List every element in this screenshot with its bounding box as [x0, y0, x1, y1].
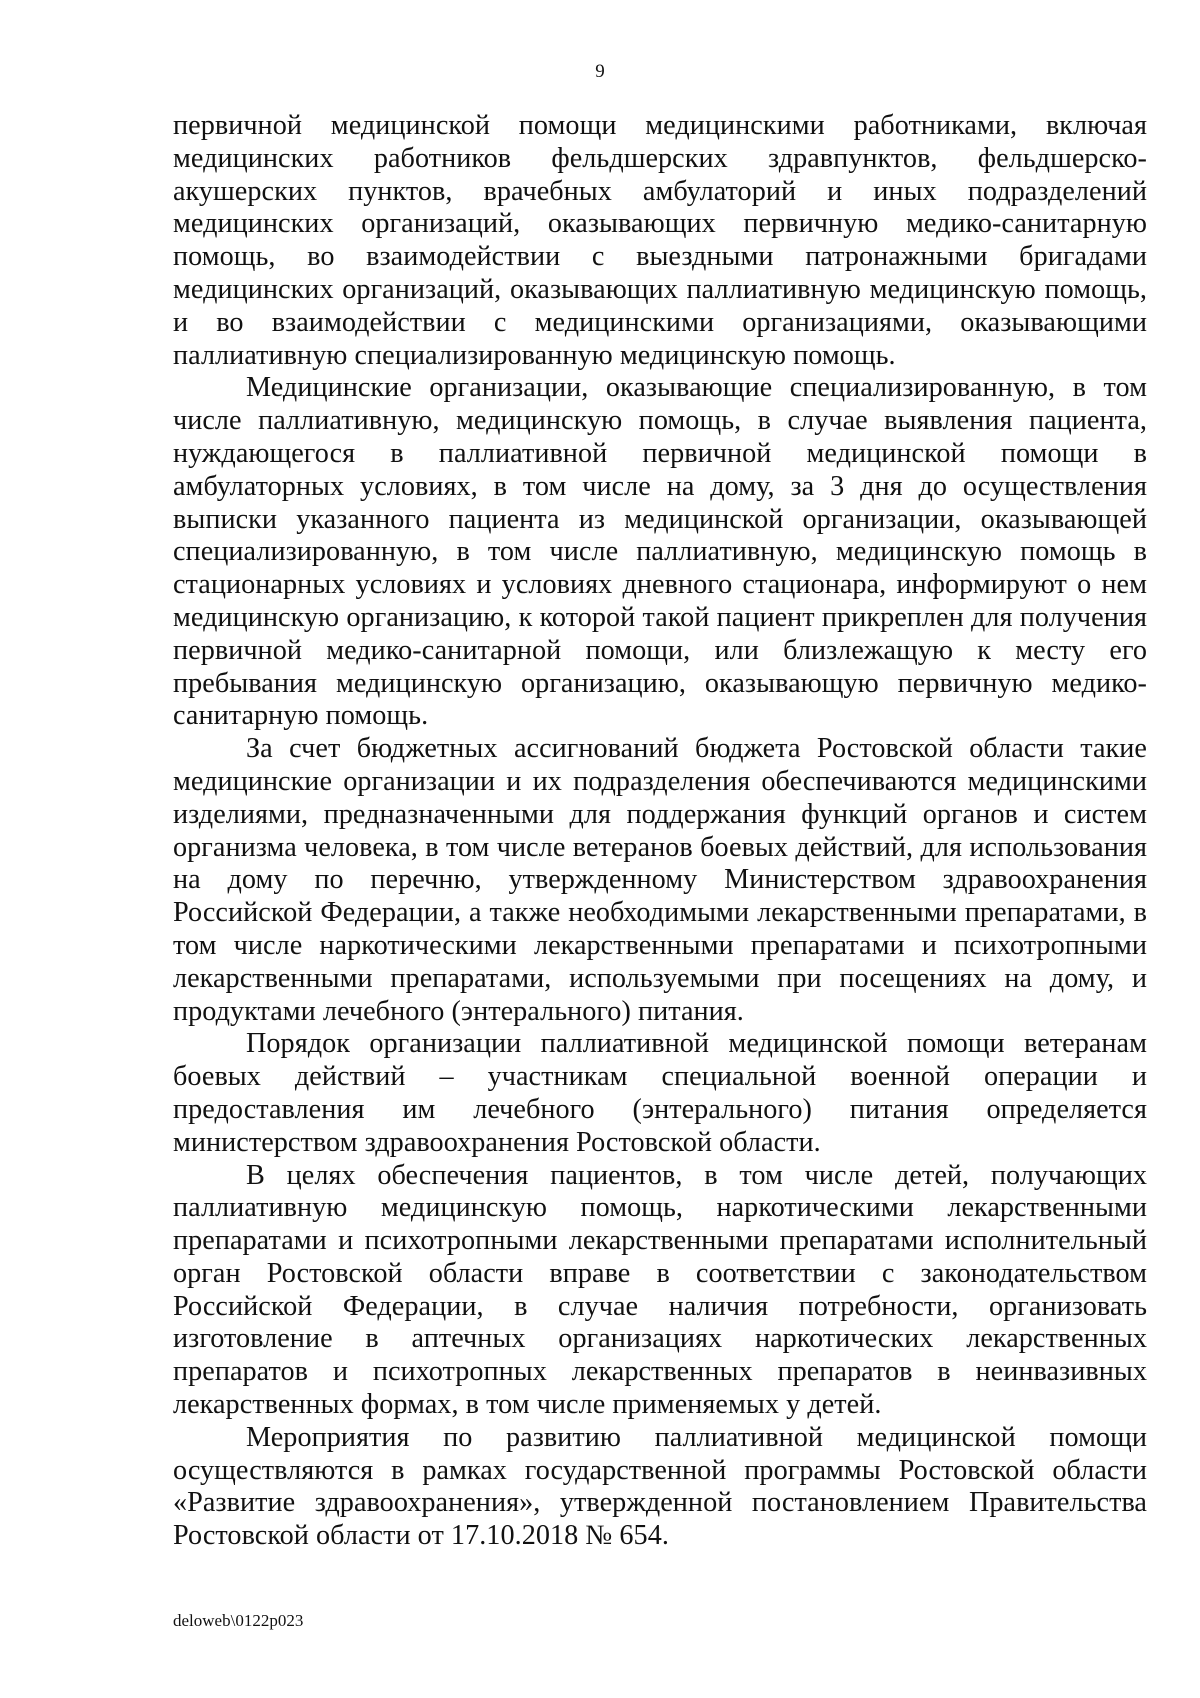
paragraph-specialized-organizations: Медицинские организации, оказывающие специализированную, в том числе паллиативную, медицинскую помощь, в случае выявления пациента, нуждающегося в паллиативной первичной медицинской помощи в амбулаторных условиях, в том числе на дому, за 3 дня до осуществления выписки указанного пациента из медицинской организации, оказывающей специализированную, в том числе паллиативную, медицинскую помощь в стационарных условиях и условиях дневного стационара, информируют о нем медицинскую организацию, к которой такой пациент прикреплен для получения первичной медико-санитарной помощи, или близлежащую к месту его пребывания медицинскую организацию, оказывающую первичную медико-санитарную помощь. — [173, 372, 1147, 732]
paragraph-narcotic-drugs: В целях обеспечения пациентов, в том числе детей, получающих паллиативную медицинскую помощь, наркотическими лекарственными препаратами и психотропными лекарственными препаратами исполнительный орган Ростовской области вправе в соответствии с законодательством Российской Федерации, в случае наличия потребности, организовать изготовление в аптечных организациях наркотических лекарственных препаратов и психотропных лекарственных препаратов в неинвазивных лекарственных формах, в том числе применяемых у детей. — [173, 1159, 1147, 1421]
page-number: 9 — [595, 61, 605, 82]
document-body — [173, 110, 1147, 1553]
paragraph-continuation: первичной медицинской помощи медицинскими работниками, включая медицинских работников фельдшерских здравпунктов, фельдшерско-акушерских пунктов, врачебных амбулаторий и иных подразделений медицинских организаций, оказывающих первичную медико-санитарную помощь, во взаимодействии с выездными патронажными бригадами медицинских организаций, оказывающих паллиативную медицинскую помощь, и во взаимодействии с медицинскими организациями, оказывающими паллиативную специализированную медицинскую помощь. — [173, 110, 1147, 371]
document-footer-code: deloweb\0122p023 — [173, 1611, 304, 1630]
paragraph-veterans-procedure: Порядок организации паллиативной медицинской помощи ветеранам боевых действий – участникам специальной военной операции и предоставления им лечебного (энтерального) питания определяется министерством здравоохранения Ростовской области. — [173, 1028, 1147, 1158]
paragraph-budget-funding: За счет бюджетных ассигнований бюджета Ростовской области такие медицинские организации и их подразделения обеспечиваются медицинскими изделиями, предназначенными для поддержания функций органов и систем организма человека, в том числе ветеранов боевых действий, для использования на дому по перечню, утвержденному Министерством здравоохранения Российской Федерации, а также необходимыми лекарственными препаратами, в том числе наркотическими лекарственными препаратами и психотропными лекарственными препаратами, используемыми при посещениях на дому, и продуктами лечебного (энтерального) питания. — [173, 733, 1147, 1027]
paragraph-development-measures: Мероприятия по развитию паллиативной медицинской помощи осуществляются в рамках государственной программы Ростовской области «Развитие здравоохранения», утвержденной постановлением Правительства Ростовской области от 17.10.2018 № 654. — [173, 1421, 1147, 1552]
